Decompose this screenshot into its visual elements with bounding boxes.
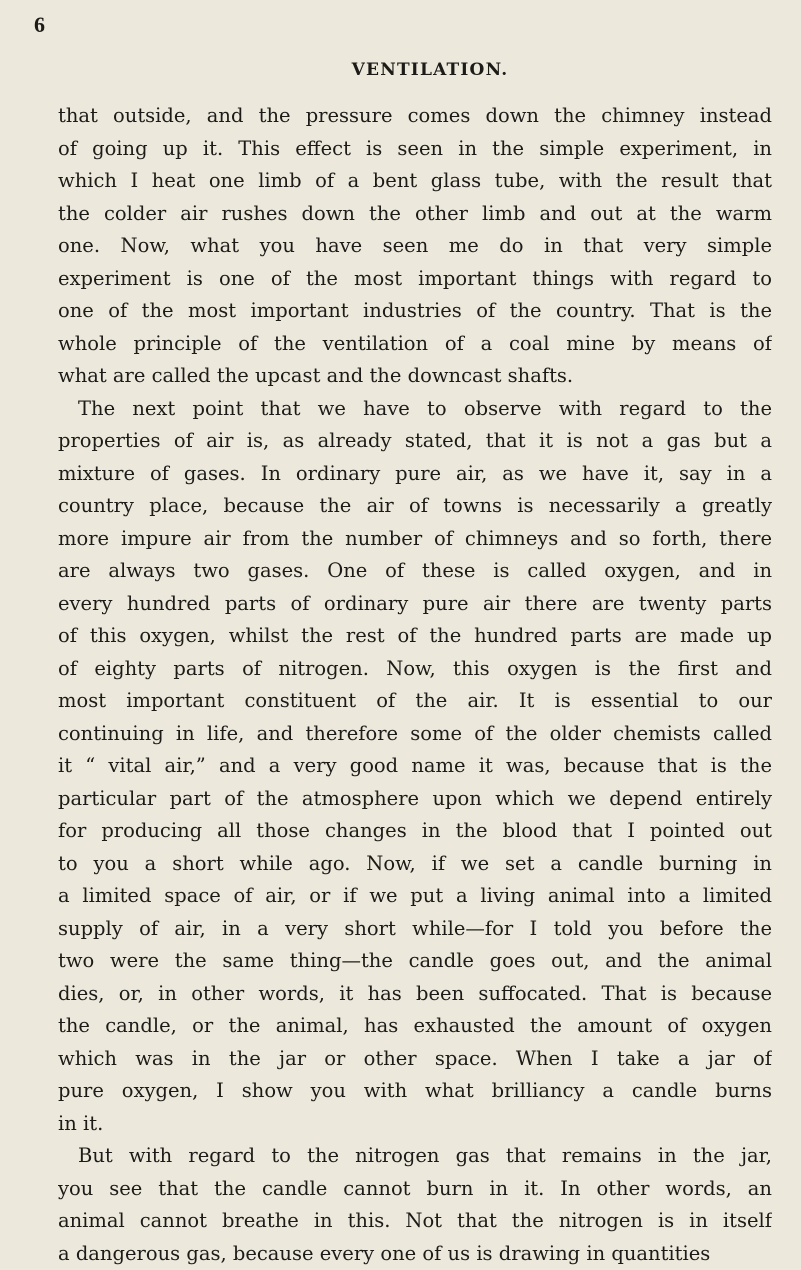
running-head: VENTILATION. — [300, 60, 560, 80]
text-line: of this oxygen, whilst the rest of the hundred parts are made up — [58, 620, 772, 653]
text-line: The next point that we have to observe with regard to the — [58, 393, 772, 426]
paragraph — [58, 1140, 772, 1270]
text-line: most important constituent of the air. It is essential to our — [58, 685, 772, 718]
text-line: one of the most important industries of the country. That is the — [58, 295, 772, 328]
text-line: one. Now, what you have seen me do in that very simple — [58, 230, 772, 263]
text-line: what are called the upcast and the downcast shafts. — [58, 360, 772, 393]
body-text — [58, 100, 772, 1270]
text-line: continuing in life, and therefore some of the older chemists called — [58, 718, 772, 751]
text-line: properties of air is, as already stated, that it is not a gas but a — [58, 425, 772, 458]
text-line: every hundred parts of ordinary pure air there are twenty parts — [58, 588, 772, 621]
text-line: experiment is one of the most important things with regard to — [58, 263, 772, 296]
text-line: to you a short while ago. Now, if we set a candle burning in — [58, 848, 772, 881]
text-line: particular part of the atmosphere upon which we depend entirely — [58, 783, 772, 816]
text-line: which I heat one limb of a bent glass tube, with the result that — [58, 165, 772, 198]
text-line: two were the same thing—the candle goes out, and the animal — [58, 945, 772, 978]
text-line: that outside, and the pressure comes down the chimney instead — [58, 100, 772, 133]
text-line: of eighty parts of nitrogen. Now, this oxygen is the first and — [58, 653, 772, 686]
text-line: dies, or, in other words, it has been suffocated. That is because — [58, 978, 772, 1011]
text-line: But with regard to the nitrogen gas that remains in the jar, — [58, 1140, 772, 1173]
text-line: a dangerous gas, because every one of us is drawing in quantities — [58, 1238, 772, 1270]
text-line: mixture of gases. In ordinary pure air, as we have it, say in a — [58, 458, 772, 491]
text-line: which was in the jar or other space. When I take a jar of — [58, 1043, 772, 1076]
text-line: the candle, or the animal, has exhausted the amount of oxygen — [58, 1010, 772, 1043]
text-line: for producing all those changes in the blood that I pointed out — [58, 815, 772, 848]
text-line: whole principle of the ventilation of a coal mine by means of — [58, 328, 772, 361]
text-line: more impure air from the number of chimneys and so forth, there — [58, 523, 772, 556]
paragraph — [58, 100, 772, 393]
text-line: in it. — [58, 1108, 772, 1141]
page-number: 6 — [34, 12, 46, 38]
text-line: it “ vital air,” and a very good name it was, because that is the — [58, 750, 772, 783]
text-line: you see that the candle cannot burn in it. In other words, an — [58, 1173, 772, 1206]
text-line: pure oxygen, I show you with what brilliancy a candle burns — [58, 1075, 772, 1108]
text-line: country place, because the air of towns is necessarily a greatly — [58, 490, 772, 523]
text-line: a limited space of air, or if we put a living animal into a limited — [58, 880, 772, 913]
text-line: animal cannot breathe in this. Not that the nitrogen is in itself — [58, 1205, 772, 1238]
paragraph — [58, 393, 772, 1141]
text-line: are always two gases. One of these is called oxygen, and in — [58, 555, 772, 588]
text-line: of going up it. This effect is seen in the simple experiment, in — [58, 133, 772, 166]
text-line: supply of air, in a very short while—for I told you before the — [58, 913, 772, 946]
text-line: the colder air rushes down the other limb and out at the warm — [58, 198, 772, 231]
